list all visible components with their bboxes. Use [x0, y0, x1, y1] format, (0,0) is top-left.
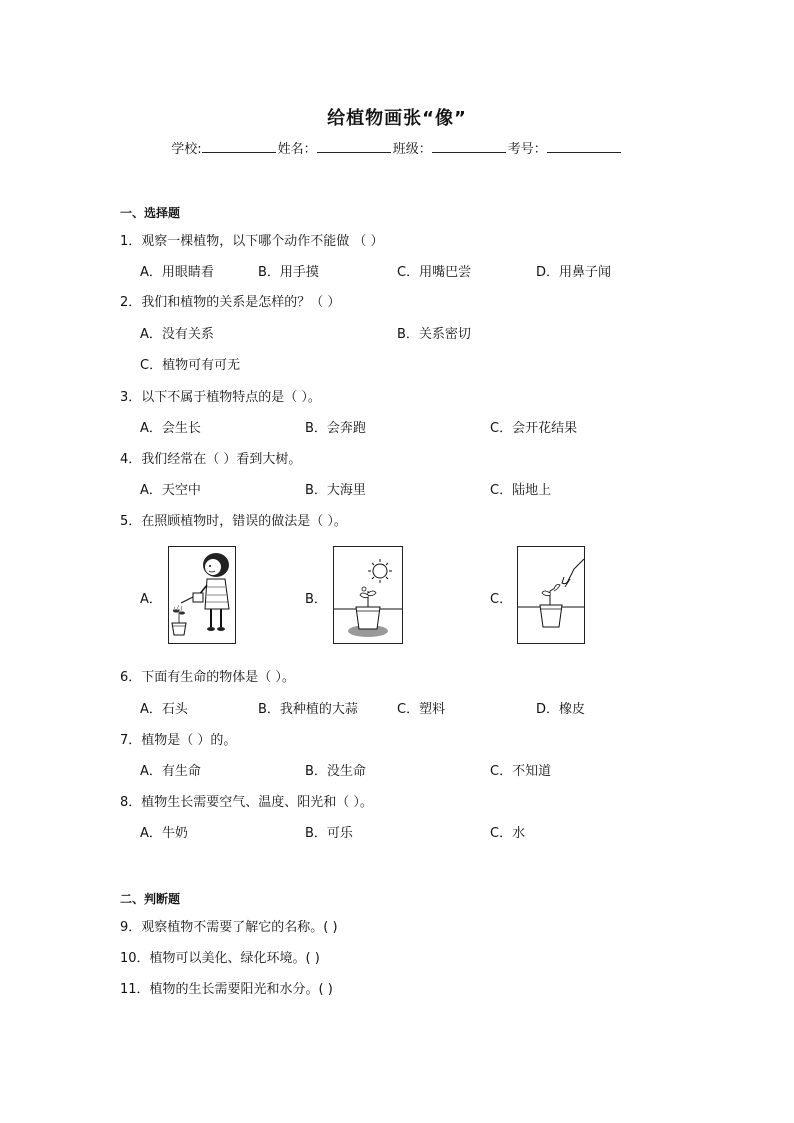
school-label: 学校:	[171, 142, 202, 157]
q8-option-a[interactable]: A．牛奶	[140, 826, 188, 841]
q5-picture-a[interactable]	[168, 546, 236, 644]
q2-option-c[interactable]: C．植物可有可无	[140, 358, 241, 373]
number-blank[interactable]	[547, 140, 621, 153]
question-8: 8．植物生长需要空气、温度、阳光和（ ）。	[120, 795, 373, 810]
q6-option-a[interactable]: A．石头	[140, 702, 188, 717]
q6-option-d[interactable]: D．橡皮	[536, 702, 586, 717]
school-blank[interactable]	[202, 140, 276, 153]
q3-option-c[interactable]: C．会开花结果	[490, 421, 578, 436]
q6-option-c[interactable]: C．塑料	[397, 702, 446, 717]
question-2: 2．我们和植物的关系是怎样的？（ ）	[120, 295, 341, 310]
q1-option-c[interactable]: C．用嘴巴尝	[397, 265, 472, 280]
question-6: 6．下面有生命的物体是（ ）。	[120, 670, 295, 685]
q8-option-c[interactable]: C．水	[490, 826, 526, 841]
question-7: 7．植物是（ ）的。	[120, 733, 237, 748]
number-label: 考号：	[507, 142, 547, 157]
q4-option-a[interactable]: A．天空中	[140, 483, 201, 498]
question-10: 10．植物可以美化、绿化环境。( )	[120, 951, 320, 966]
hand-picking-plant-icon	[518, 547, 584, 643]
q1-option-d[interactable]: D．用鼻子闻	[536, 265, 612, 280]
q5-option-c[interactable]: C．	[490, 592, 513, 607]
q5-option-a[interactable]: A．	[140, 592, 162, 607]
q3-option-b[interactable]: B．会奔跑	[305, 421, 366, 436]
q3-option-a[interactable]: A．会生长	[140, 421, 201, 436]
q7-option-b[interactable]: B．没生命	[305, 764, 366, 779]
section-heading-judge: 二、判断题	[120, 892, 181, 906]
q4-option-c[interactable]: C．陆地上	[490, 483, 552, 498]
class-label: 班级：	[392, 142, 432, 157]
page-title: 给植物画张“像”	[327, 108, 467, 129]
q2-option-b[interactable]: B．关系密切	[397, 327, 471, 342]
question-3: 3．以下不属于植物特点的是（ ）。	[120, 390, 321, 405]
q5-option-b[interactable]: B．	[305, 592, 327, 607]
section-heading-choice: 一、选择题	[120, 206, 181, 220]
student-info-line	[0, 138, 794, 157]
q2-option-a[interactable]: A．没有关系	[140, 327, 214, 342]
plant-in-sun-icon	[334, 547, 402, 643]
q5-picture-b[interactable]	[333, 546, 403, 644]
name-blank[interactable]	[317, 140, 391, 153]
q8-option-b[interactable]: B．可乐	[305, 826, 353, 841]
q6-option-b[interactable]: B．我种植的大蒜	[258, 702, 358, 717]
question-1: 1．观察一棵植物，以下哪个动作不能做 （ ）	[120, 234, 384, 249]
question-4: 4．我们经常在（ ）看到大树。	[120, 452, 302, 467]
q7-option-a[interactable]: A．有生命	[140, 764, 201, 779]
question-9: 9．观察植物不需要了解它的名称。( )	[120, 920, 338, 935]
name-label: 姓名：	[277, 142, 317, 157]
q7-option-c[interactable]: C．不知道	[490, 764, 552, 779]
question-5: 5．在照顾植物时，错误的做法是（ ）。	[120, 514, 347, 529]
q5-picture-c[interactable]	[517, 546, 585, 644]
question-11: 11．植物的生长需要阳光和水分。( )	[120, 982, 333, 997]
q1-option-b[interactable]: B．用手摸	[258, 265, 319, 280]
q4-option-b[interactable]: B．大海里	[305, 483, 366, 498]
q1-option-a[interactable]: A．用眼睛看	[140, 265, 214, 280]
child-watering-plant-icon	[169, 547, 235, 643]
class-blank[interactable]	[432, 140, 506, 153]
